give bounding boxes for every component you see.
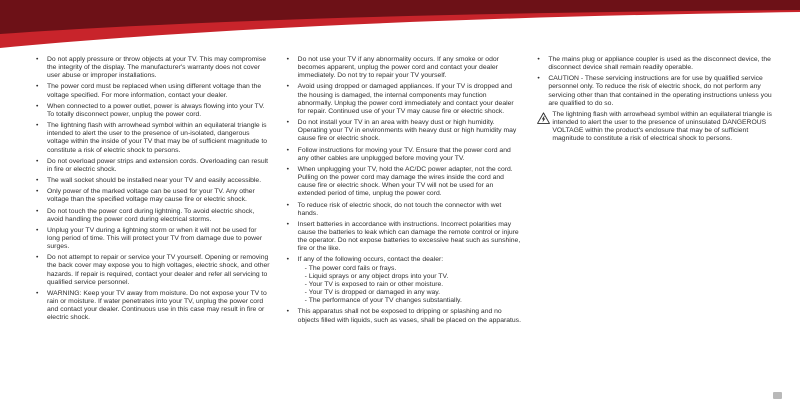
bullet-icon: • [36, 188, 39, 196]
bullet-icon: • [36, 226, 39, 234]
bullet-item [36, 290, 271, 323]
bullet-icon: • [36, 254, 39, 262]
bullet-icon: • [537, 56, 540, 63]
bullet-icon: • [36, 177, 39, 185]
bullet-item [36, 227, 271, 251]
bullet-text: When unplugging your TV, hold the AC/DC power adapter, not the cord. Pulling on the power cord may damage the wires inside the cord and cause fire or electric shock. When your TV will not be used for an extended period of time, unplug the power cord. [297, 165, 513, 198]
bullet-item [537, 56, 772, 72]
column-1 [36, 56, 271, 408]
bullet-text: The wall socket should be installed near your TV and easily accessible. [47, 177, 262, 185]
bullet-item [287, 56, 522, 80]
bullet-text: To reduce risk of electric shock, do not touch the connector with wet hands. [297, 201, 502, 217]
bullet-item [36, 103, 271, 119]
bullet-item [36, 56, 271, 80]
bullet-text: This apparatus shall not be exposed to dripping or splashing and no objects filled with liquids, such as vases, shall be placed on the apparatus. [297, 308, 521, 324]
bullet-text: When connected to a power outlet, power is always flowing into your TV. To totally disconnect power, unplug the power cord. [47, 102, 265, 118]
bullet-text: Only power of the marked voltage can be used for your TV. Any other voltage than the specified voltage may cause fire or electric shock. [47, 188, 255, 204]
bullet-item [36, 188, 271, 204]
bullet-icon: • [36, 102, 39, 110]
bullet-item [36, 254, 271, 287]
bullet-text: Do not attempt to repair or service your TV yourself. Opening or removing the back cover may expose you to high voltages, electric shock, and other hazards. If repair is required, contact your dealer and refer all servicing to qualified service personnel. [47, 254, 270, 286]
bullet-icon: • [36, 289, 39, 297]
bullet-icon: • [36, 56, 39, 63]
bullet-item [287, 308, 522, 324]
bullet-item [287, 166, 522, 199]
bullet-text: Do not use your TV if any abnormality occurs. If any smoke or odor becomes apparent, unplug the power cord and contact your dealer immediately. Do not try to repair your TV yourself. [297, 56, 499, 80]
bullet-icon: • [286, 308, 290, 316]
bullet-text: The lightning flash with arrowhead symbol within an equilateral triangle is intended to alert the user to the presence of un-isolated, dangerous voltage within the inside of your TV that may be of sufficient magnitude to constitute a risk of electric shock to persons. [47, 122, 268, 154]
bullet-icon: • [286, 256, 290, 264]
bullet-icon: • [286, 56, 290, 63]
bullet-item [287, 119, 522, 143]
bullet-icon: • [286, 119, 290, 127]
bullet-item [287, 147, 522, 163]
bullet-icon: • [286, 220, 290, 228]
sub-item: - Your TV is dropped or damaged in any way. [304, 289, 441, 297]
bullet-item [287, 202, 522, 218]
bullet-text: If any of the following occurs, contact the dealer: - The power cord fails or frays. - Liquid sprays or any object drops into your TV. - Your TV is exposed to rain or other moisture. - Your TV is dropped or damaged in any way. - The performance of your TV changes substantially. [298, 256, 522, 305]
bullet-text: The lightning flash with arrowhead symbol within an equilateral triangle is intended to alert the user to the presence of uninsulated DANGEROUS VOLTAGE within the product's enclosure that may be of sufficient magnitude to constitute a risk of electrical shock to persons. [552, 110, 772, 143]
bullet-text: Unplug your TV during a lightning storm or when it will not be used for long period of time. This will protect your TV from damage due to power surges. [47, 226, 263, 251]
bullet-item [287, 221, 522, 254]
bullet-text: Avoid using dropped or damaged appliances. If your TV is dropped and the housing is damaged, the internal components may function abnormally. Unplug the power cord immediately and contact your dealer for repair. Continued use of your TV may cause fire or electric shock. [297, 83, 514, 115]
bullet-icon: • [36, 83, 39, 91]
bullet-icon: • [537, 75, 540, 83]
safety-instructions-content [0, 50, 800, 408]
bullet-item [287, 256, 522, 305]
bullet-text: Do not touch the power cord during lightning. To avoid electric shock, avoid handling the power cord during electrical storms. [47, 207, 255, 223]
bullet-icon: • [286, 201, 290, 209]
bullet-text: Insert batteries in accordance with instructions. Incorrect polarities may cause the batteries to leak which can damage the remote control or injure the operator. Do not expose batteries to excessive heat such as sunshine, fire or the like. [297, 220, 521, 253]
bullet-text: Do not overload power strips and extension cords. Overloading can result in fire or electric shock. [47, 157, 269, 173]
bullet-text: Follow instructions for moving your TV. Ensure that the power cord and any other cables are unplugged before moving your TV. [297, 146, 511, 162]
bullet-text: Do not install your TV in an area with heavy dust or high humidity. Operating your TV in environments with heavy dust or high humidity may cause fire or electric shock. [297, 119, 517, 143]
bullet-item [36, 83, 271, 99]
bullet-text: CAUTION - These servicing instructions are for use by qualified service personnel only. To reduce the risk of electric shock, do not perform any servicing other than that contained in the operating instructions unless you are qualified to do so. [548, 75, 772, 107]
sub-item: - The performance of your TV changes substantially. [304, 297, 462, 305]
bullet-text: WARNING: Keep your TV away from moisture. Do not expose your TV to rain or moisture. If water penetrates into your TV, unplug the power cord and contact your dealer. Continuous use in this case may result in fire or electric shock. [47, 289, 267, 322]
bullet-item [537, 111, 772, 144]
bullet-item [36, 158, 271, 174]
bullet-text: Do not apply pressure or throw objects at your TV. This may compromise the integrity of the display. The manufacturer's warranty does not cover user abuse or improper installations. [47, 56, 266, 80]
bullet-item [36, 208, 271, 224]
sub-item: - Your TV is exposed to rain or other moisture. [304, 280, 444, 288]
bullet-icon: • [36, 122, 39, 130]
bullet-text: The power cord must be replaced when using different voltage than the voltage specified. For more information, contact your dealer. [47, 83, 262, 99]
bullet-icon: • [36, 207, 39, 215]
bullet-text: The mains plug or appliance coupler is used as the disconnect device, the disconnect device shall remain readily operable. [548, 56, 771, 72]
sub-item: - Liquid sprays or any object drops into your TV. [304, 272, 449, 280]
sub-item: - The power cord fails or frays. [304, 264, 397, 272]
bullet-icon: • [286, 146, 290, 154]
bullet-icon: • [36, 157, 39, 165]
bullet-icon: • [286, 83, 290, 91]
column-3 [537, 56, 772, 408]
column-2 [287, 56, 522, 408]
bullet-item [287, 83, 522, 116]
bullet-item [537, 75, 772, 108]
header-swoosh-graphic [0, 0, 800, 50]
warning-triangle-icon [537, 111, 552, 144]
bullet-item [36, 122, 271, 155]
bullet-item [36, 177, 271, 185]
bullet-icon: • [286, 165, 290, 173]
footer-mark [773, 392, 782, 399]
